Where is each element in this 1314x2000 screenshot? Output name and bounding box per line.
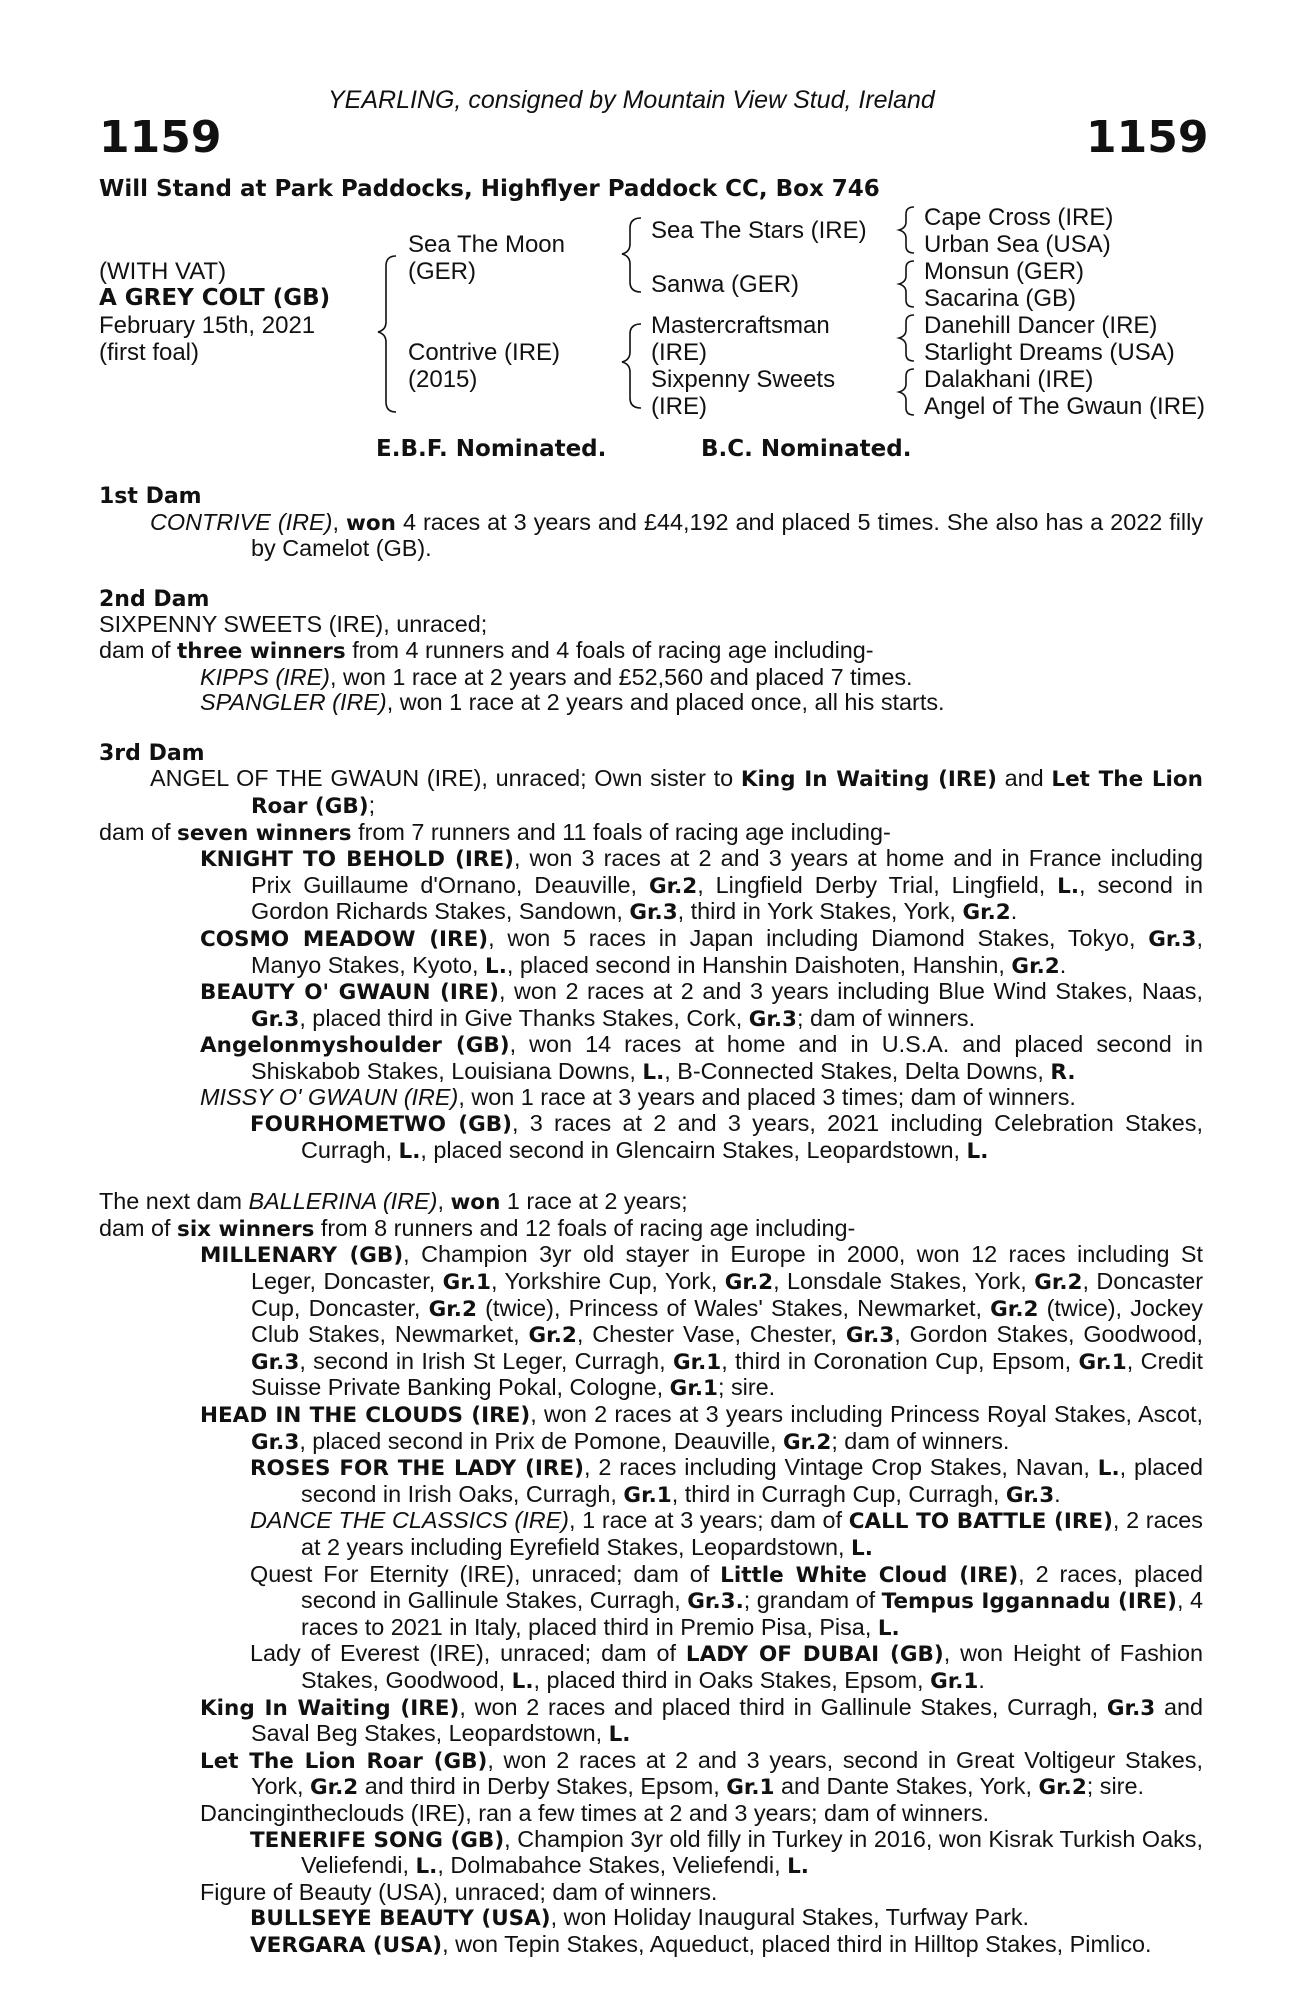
first-dam-entry: CONTRIVE (IRE), won 4 races at 3 years and £44,192 and placed 5 times. She also has a 2022 filly by Camelot (GB). (150, 508, 1204, 562)
dam-line2: (2015) (408, 366, 478, 393)
second-dam-produce: dam of three winners from 4 runners and 4 foals of racing age including- (99, 636, 874, 664)
subject-dob: February 15th, 2021 (99, 312, 316, 339)
g3-ancestor: Angel of The Gwaun (IRE) (924, 393, 1206, 420)
first-dam-heading: 1st Dam (99, 484, 202, 509)
produce-entry: MISSY O' GWAUN (IRE), won 1 race at 3 years and placed 3 times; dam of winners. (200, 1084, 1076, 1111)
lot-number-left: 1159 (99, 112, 222, 163)
produce-entry: BEAUTY O' GWAUN (IRE), won 2 races at 2 and 3 years including Blue Wind Stakes, Naas, Gr.3, placed third in Give Thanks Stakes, Cork, Gr.3; dam of winners. (200, 978, 1203, 1032)
brace-sire (622, 218, 641, 292)
produce-entry: FOURHOMETWO (GB), 3 races at 2 and 3 years, 2021 including Celebration Stakes, Curragh, L., placed second in Glencairn Stakes, Leopardstown, L. (250, 1110, 1203, 1164)
produce-entry: HEAD IN THE CLOUDS (IRE), won 2 races at 3 years including Princess Royal Stakes, Ascot, Gr.3, placed second in Prix de Pomone, Deauville, Gr.2; dam of winners. (200, 1401, 1203, 1455)
next-dam-line: The next dam BALLERINA (IRE), won 1 race at 2 years; (99, 1188, 688, 1216)
produce-entry: TENERIFE SONG (GB), Champion 3yr old filly in Turkey in 2016, won Kisrak Turkish Oaks, Veliefendi, L., Dolmabahce Stakes, Veliefendi, L. (250, 1825, 1204, 1880)
dam-dam-line1: Sixpenny Sweets (651, 366, 836, 393)
g3-ancestor: Starlight Dreams (USA) (924, 339, 1175, 366)
produce-entry: BULLSEYE BEAUTY (USA), won Holiday Inaugural Stakes, Turfway Park. (250, 1904, 1030, 1932)
brace-g3-4 (899, 369, 914, 415)
second-dam-heading: 2nd Dam (99, 586, 210, 612)
sire-line1: Sea The Moon (408, 231, 565, 258)
produce-entry: KIPPS (IRE), won 1 race at 2 years and £52,560 and placed 7 times. (200, 663, 913, 690)
produce-entry: KNIGHT TO BEHOLD (IRE), won 3 races at 2 and 3 years at home and in France including Prix Guillaume d'Ornano, Deauville, Gr.2, Lingfield Derby Trial, Lingfield, L., second in Gordon Richards Stakes, Sandown, Gr.3, third in York Stakes, York, Gr.2. (200, 845, 1203, 926)
next-dam-produce: dam of six winners from 8 runners and 12 foals of racing age including- (99, 1214, 856, 1242)
brace-g3-3 (899, 315, 914, 361)
catalogue-body (99, 484, 1203, 1958)
brace-g3-2 (899, 261, 914, 307)
produce-entry: DANCE THE CLASSICS (IRE), 1 race at 3 years; dam of CALL TO BATTLE (IRE), 2 races at 2 years including Eyrefield Stakes, Leopardstown, L. (250, 1507, 1203, 1561)
g3-ancestor: Danehill Dancer (IRE) (924, 312, 1158, 339)
brace-g3-1 (899, 207, 914, 253)
winner-count: seven winners (177, 820, 352, 846)
vat-note: (WITH VAT) (99, 258, 227, 285)
bc-nomination: B.C. Nominated. (701, 436, 912, 462)
winner-count: six winners (177, 1216, 315, 1242)
produce-entry: King In Waiting (IRE), won 2 races and placed third in Gallinule Stakes, Curragh, Gr.3 and Saval Beg Stakes, Leopardstown, L. (200, 1693, 1203, 1748)
produce-entry: Let The Lion Roar (GB), won 2 races at 2 and 3 years, second in Great Voltigeur Stakes, York, Gr.2 and third in Derby Stakes, Epsom, Gr.1 and Dante Stakes, York, Gr.2; sire. (200, 1746, 1203, 1801)
produce-entry: Figure of Beauty (USA), unraced; dam of winners. (200, 1878, 718, 1905)
first-dam-text: 4 races at 3 years and £44,192 and placed 5 times. She also has a 2022 filly by Camelot (GB). (251, 508, 1204, 562)
lot-number-right: 1159 (1086, 112, 1209, 163)
subject-name: A GREY COLT (GB) (99, 285, 331, 311)
consignment-line: YEARLING, consigned by Mountain View Stud, Ireland (328, 86, 935, 114)
g3-ancestor: Urban Sea (USA) (924, 231, 1111, 258)
produce-entry: Angelonmyshoulder (GB), won 14 races at home and in U.S.A. and placed second in Shiskabob Stakes, Louisiana Downs, L., B-Connected Stakes, Delta Downs, R. (200, 1031, 1203, 1085)
produce-entry: ROSES FOR THE LADY (IRE), 2 races including Vintage Crop Stakes, Navan, L., placed second in Irish Oaks, Curragh, Gr.1, third in Curragh Cup, Curragh, Gr.3. (250, 1454, 1203, 1508)
third-dam-heading: 3rd Dam (99, 740, 205, 766)
third-dam-produce: dam of seven winners from 7 runners and 11 foals of racing age including- (99, 818, 891, 846)
sire-line2: (GER) (408, 258, 476, 285)
first-dam-name: CONTRIVE (IRE) (150, 508, 333, 535)
produce-entry: SPANGLER (IRE), won 1 race at 2 years and placed once, all his starts. (200, 689, 945, 716)
g3-ancestor: Sacarina (GB) (924, 285, 1077, 312)
second-dam-line: SIXPENNY SWEETS (IRE), unraced; (99, 611, 488, 638)
produce-entry: Lady of Everest (IRE), unraced; dam of LADY OF DUBAI (GB), won Height of Fashion Stakes, Goodwood, L., placed third in Oaks Stakes, Epsom, Gr.1. (250, 1640, 1203, 1694)
sire-sire: Sea The Stars (IRE) (651, 217, 867, 244)
dam-dam-line2: (IRE) (651, 393, 707, 420)
produce-entry: COSMO MEADOW (IRE), won 5 races in Japan including Diamond Stakes, Tokyo, Gr.3, Manyo Stakes, Kyoto, L., placed second in Hanshin Daishoten, Hanshin, Gr.2. (200, 924, 1203, 979)
winner-count: three winners (177, 638, 346, 664)
dam-sire-line2: (IRE) (651, 339, 707, 366)
subject-note: (first foal) (99, 339, 200, 366)
produce-entry: Dancingintheclouds (IRE), ran a few times at 2 and 3 years; dam of winners. (200, 1799, 990, 1826)
third-dam-line: ANGEL OF THE GWAUN (IRE), unraced; Own sister to King In Waiting (IRE) and Let The Lion Roar (GB); (150, 765, 1203, 819)
produce-entry: Quest For Eternity (IRE), unraced; dam of Little White Cloud (IRE), 2 races, placed second in Gallinule Stakes, Curragh, Gr.3.; grandam of Tempus Iggannadu (IRE), 4 races to 2021 in Italy, placed third in Premio Pisa, Pisa, L. (250, 1560, 1203, 1641)
ebf-nomination: E.B.F. Nominated. (376, 436, 607, 462)
brace-main (378, 256, 396, 412)
won-label: won (345, 510, 396, 536)
produce-entry: MILLENARY (GB), Champion 3yr old stayer in Europe in 2000, won 12 races including St Leger, Doncaster, Gr.1, Yorkshire Cup, York, Gr.2, Lonsdale Stakes, York, Gr.2, Doncaster Cup, Doncaster, Gr.2 (twice), Princess of Wales' Stakes, Newmarket, Gr.2 (twice), Jockey Club Stakes, Newmarket, Gr.2, Chester Vase, Chester, Gr.3, Gordon Stakes, Goodwood, Gr.3, second in Irish St Leger, Curragh, Gr.1, third in Coronation Cup, Epsom, Gr.1, Credit Suisse Private Banking Pokal, Cologne, Gr.1; sire. (200, 1241, 1204, 1402)
brace-dam (622, 324, 641, 408)
g3-ancestor: Dalakhani (IRE) (924, 366, 1094, 393)
pedigree-brackets (0, 0, 1314, 430)
dam-line1: Contrive (IRE) (408, 339, 561, 366)
dam-sire-line1: Mastercraftsman (651, 312, 830, 339)
sire-dam: Sanwa (GER) (651, 271, 800, 298)
produce-entry: VERGARA (USA), won Tepin Stakes, Aqueduct, placed third in Hilltop Stakes, Pimlico. (250, 1930, 1152, 1958)
g3-ancestor: Monsun (GER) (924, 258, 1085, 285)
stand-location: Will Stand at Park Paddocks, Highflyer Paddock CC, Box 746 (99, 176, 880, 202)
g3-ancestor: Cape Cross (IRE) (924, 204, 1114, 231)
